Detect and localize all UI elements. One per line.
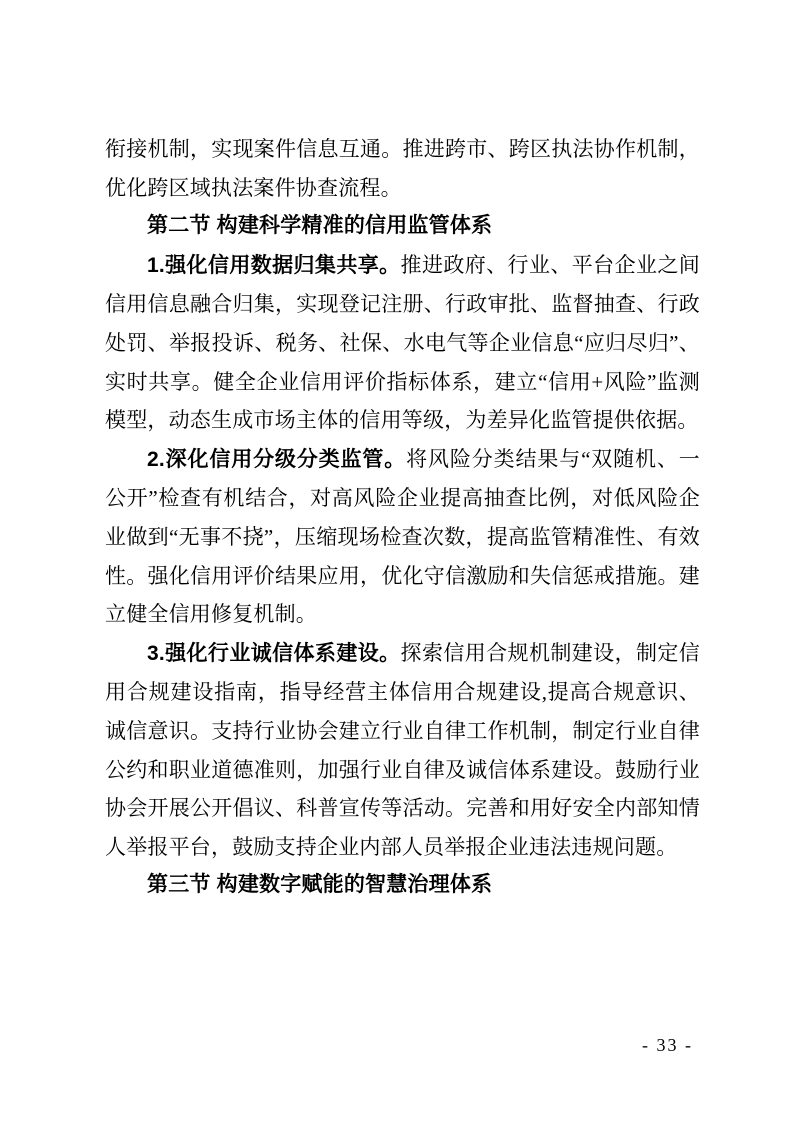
- body-paragraph: [105, 130, 700, 207]
- paragraph-text: 推进政府、行业、平台企业之间信用信息融合归集，实现登记注册、行政审批、监督抽查、行政处罚、举报投诉、税务、社保、水电气等企业信息“应归尽归”、实时共享。健全企业信用评价指标体系，建立“信用+风险”监测模型，动态生成市场主体的信用等级，为差异化监管提供依据。: [105, 252, 700, 433]
- page-number: - 33 -: [642, 1035, 693, 1055]
- paragraph-lead: 2.深化信用分级分类监管。: [147, 447, 407, 471]
- document-content: [105, 130, 700, 905]
- section-heading: [105, 866, 700, 905]
- section-heading-text: 第二节 构建科学精准的信用监管体系: [147, 214, 493, 238]
- paragraph-text: 衔接机制，实现案件信息互通。推进跨市、跨区执法协作机制，优化跨区域执法案件协查流程。: [105, 137, 700, 200]
- body-paragraph: [105, 246, 700, 440]
- section-heading-text: 第三节 构建数字赋能的智慧治理体系: [147, 873, 493, 897]
- paragraph-text: 探索信用合规机制建设，制定信用合规建设指南，指导经营主体信用合规建设,提高合规意识、诚信意识。支持行业协会建立行业自律工作机制，制定行业自律公约和职业道德准则，加强行业自律及诚信体系建设。鼓励行业协会开展公开倡议、科普宣传等活动。完善和用好安全内部知情人举报平台，鼓励支持企业内部人员举报企业违法违规问题。: [105, 640, 700, 859]
- section-heading: [105, 207, 700, 246]
- body-paragraph: [105, 440, 700, 634]
- paragraph-lead: 3.强化行业诚信体系建设。: [147, 641, 401, 665]
- paragraph-text: 将风险分类结果与“双随机、一公开”检查有机结合，对高风险企业提高抽查比例，对低风险企业做到“无事不挠”，压缩现场检查次数，提高监管精准性、有效性。强化信用评价结果应用，优化守信激励和失信惩戒措施。建立健全信用修复机制。: [105, 446, 700, 627]
- body-paragraph: [105, 634, 700, 867]
- paragraph-lead: 1.强化信用数据归集共享。: [147, 253, 401, 277]
